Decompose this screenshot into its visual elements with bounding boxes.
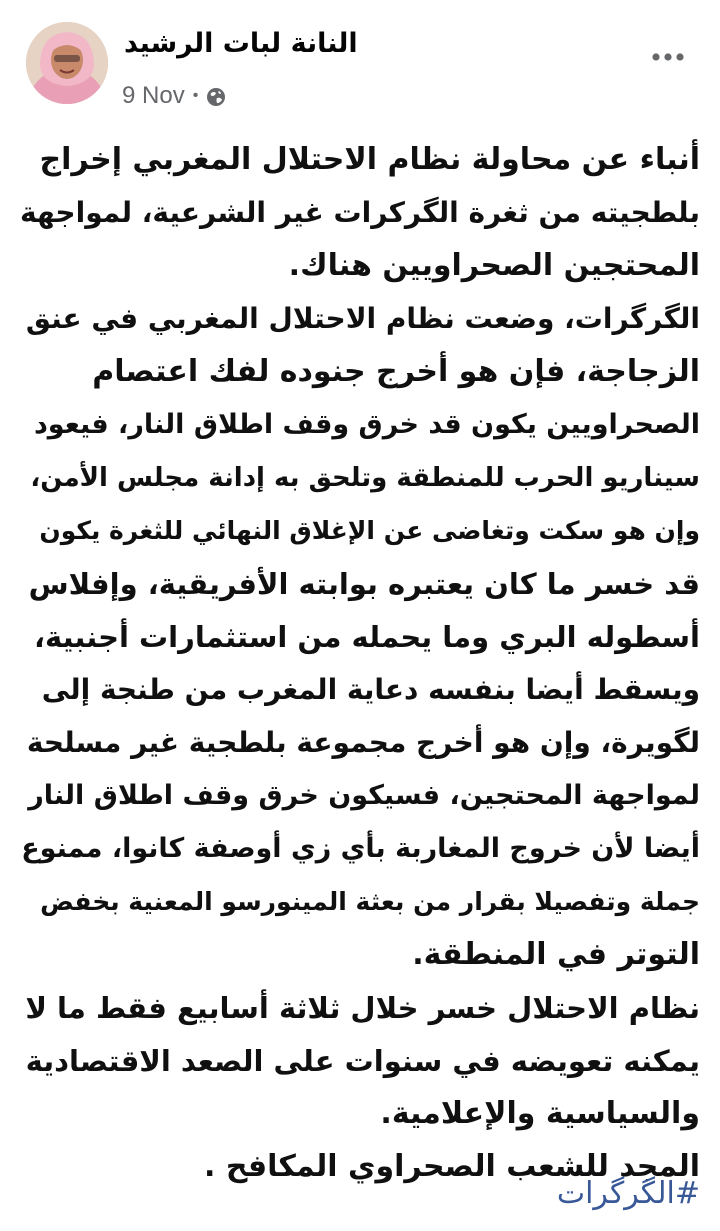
post-line: لمواجهة المحتجين، فسيكون خرق وقف اطلاق النار: [28, 780, 700, 811]
avatar[interactable]: [26, 22, 108, 104]
post-line: ويسقط أيضا بنفسه دعاية المغرب من طنجة إلى: [41, 673, 700, 706]
post-line: وإن هو سكت وتغاضى عن الإغلاق النهائي للثغرة يكون: [39, 516, 700, 545]
post-line: سيناريو الحرب للمنطقة وتلحق به إدانة مجلس الأمن،: [30, 463, 700, 493]
globe-icon[interactable]: [206, 86, 226, 106]
meta-separator: •: [192, 87, 199, 104]
post-line: الگرگرات، وضعت نظام الاحتلال المغربي في عنق: [25, 302, 700, 335]
post-line: أسطوله البري وما يحمله من استثمارات أجنبية،: [33, 620, 700, 654]
hashtag-link[interactable]: #الگرگرات: [556, 1176, 700, 1211]
author-name[interactable]: النانة لبات الرشيد: [124, 28, 358, 59]
post-line: قد خسر ما كان يعتبره بوابته الأفريقية، وإفلاس: [28, 567, 700, 601]
post-line: التوتر في المنطقة.: [412, 937, 700, 972]
post-line: يمكنه تعويضه في سنوات على الصعد الاقتصادية: [25, 1044, 700, 1078]
post-line: نظام الاحتلال خسر خلال ثلاثة أسابيع فقط ما لا: [25, 991, 700, 1025]
post-meta: [122, 82, 226, 110]
post-line: أنباء عن محاولة نظام الاحتلال المغربي إخراج: [39, 142, 700, 177]
post-line: لگويرة، وإن هو أخرج مجموعة بلطجية غير مسلحة: [26, 726, 700, 759]
post-line: المحتجين الصحراويين هناك.: [288, 248, 700, 283]
post-date[interactable]: 9 Nov: [122, 82, 185, 109]
post-line: بلطجيته من ثغرة الگركرات غير الشرعية، لمواجهة: [19, 196, 700, 229]
post-line: الزجاجة، فإن هو أخرج جنوده لفك اعتصام: [92, 354, 700, 389]
post-line: الصحراويين يكون قد خرق وقف اطلاق النار، فيعود: [33, 409, 700, 440]
avatar-image: [26, 22, 108, 104]
post-line: المجد للشعب الصحراوي المكافح .: [204, 1149, 700, 1184]
more-dots-icon: [648, 52, 688, 62]
post-line: جملة وتفصيلا بقرار من بعثة المينورسو المعنية بخفض: [40, 887, 700, 916]
post-header: [0, 14, 720, 114]
post-line: أيضا لأن خروج المغاربة بأي زي أوصفة كانوا، ممنوع: [21, 833, 700, 864]
post-line: والسياسية والإعلامية.: [380, 1096, 700, 1131]
more-options-button[interactable]: [638, 42, 698, 72]
